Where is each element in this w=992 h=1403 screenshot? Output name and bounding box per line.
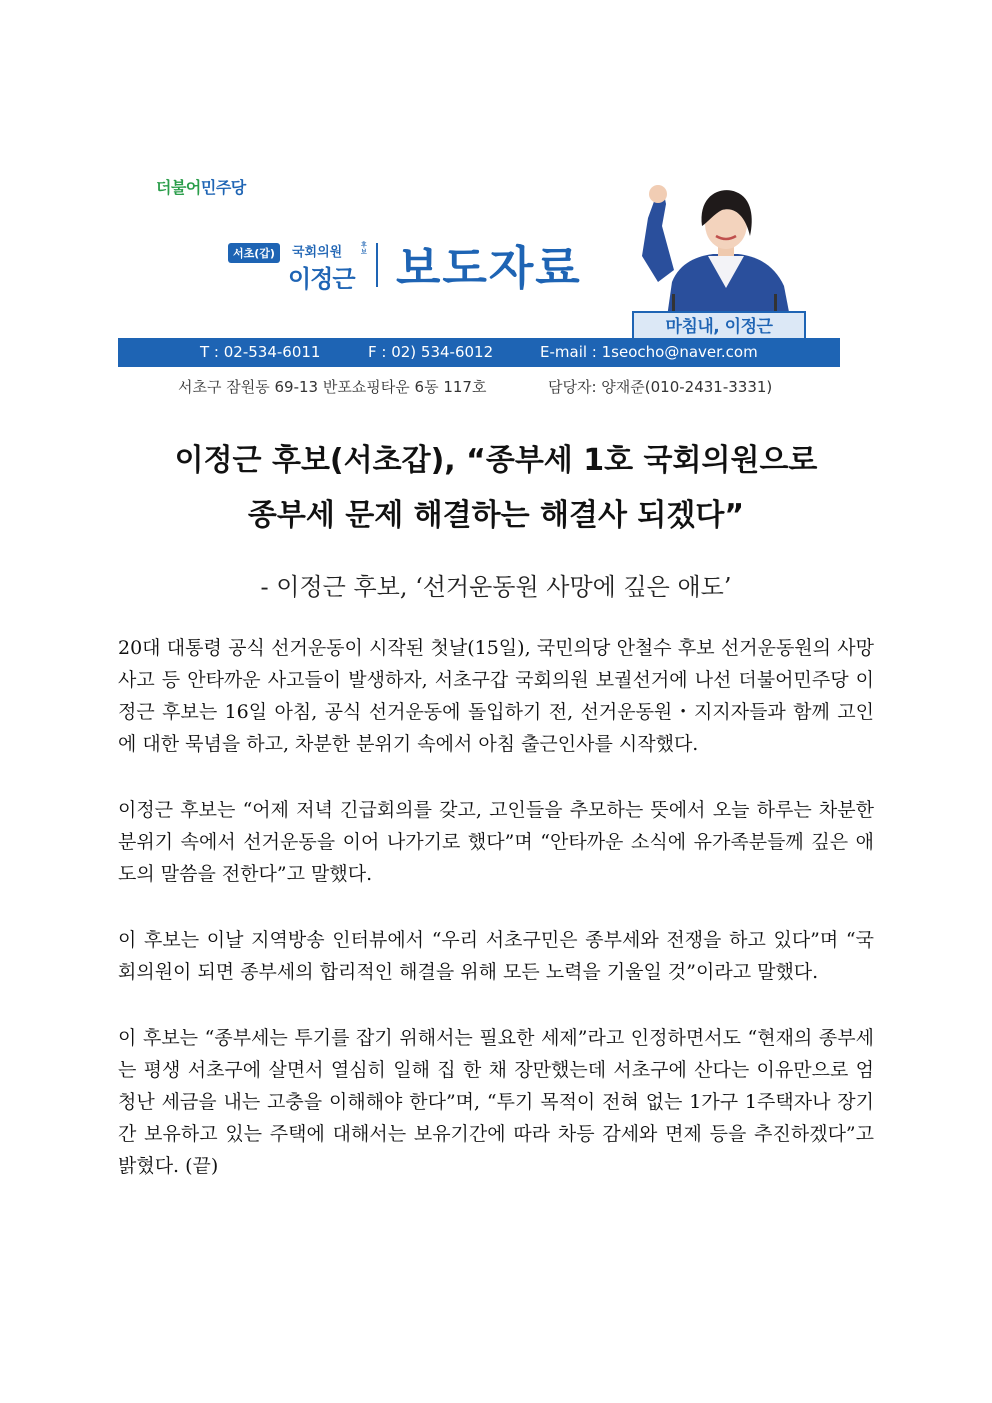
paragraph-2: 이정근 후보는 “어제 저녁 긴급회의를 갖고, 고인들을 추모하는 뜻에서 오늘 하루는 차분한 분위기 속에서 선거운동을 이어 나가기로 했다”며 “안타까운 소식에 유가족분들께 깊은 애도의 말씀을 전한다”고 말했다. (118, 799, 874, 885)
contact-bar (118, 338, 840, 367)
office-address: 서초구 잠원동 69-13 반포쇼핑타운 6동 117호 (178, 378, 487, 396)
headline (0, 433, 992, 543)
slogan-box: 마침내, 이정근 (632, 311, 806, 343)
phone-number: T : 02-534-6011 (200, 343, 321, 361)
email-address: E-mail : 1seocho@naver.com (540, 343, 758, 361)
candidate-name: 이정근 (288, 265, 355, 293)
district-badge: 서초(갑) (228, 243, 280, 263)
office-label: 국회의원 (292, 245, 343, 260)
party-logo (156, 175, 246, 198)
subheadline: - 이정근 후보, ‘선거운동원 사망에 깊은 애도’ (260, 573, 732, 601)
party-name-part1: 더불어 (156, 178, 201, 197)
office-sub-label: 후보 (361, 242, 367, 256)
headline-line-1: 이정근 후보(서초갑), “종부세 1호 국회의원으로 (174, 443, 818, 478)
press-release-title: 보도자료 (396, 241, 582, 295)
fax-number: F : 02) 534-6012 (368, 343, 494, 361)
paragraph-1: 20대 대통령 공식 선거운동이 시작된 첫날(15일), 국민의당 안철수 후보 선거운동원의 사망사고 등 안타까운 사고들이 발생하자, 서초구갑 국회의원 보궐선거에 나선 더불어민주당 이정근 후보는 16일 아침, 공식 선거운동에 돌입하기 전, 선거운동원・지지자들과 함께 고인에 대한 묵념을 하고, 차분한 분위기 속에서 아침 출근인사를 시작했다. (118, 637, 874, 755)
party-name-part2: 민주당 (200, 178, 246, 197)
header-divider (376, 243, 378, 287)
contact-person: 담당자: 양재준(010-2431-3331) (548, 378, 773, 396)
paragraph-4: 이 후보는 “종부세는 투기를 잡기 위해서는 필요한 세제”라고 인정하면서도 “현재의 종부세는 평생 서초구에 살면서 열심히 일해 집 한 채 장만했는데 서초구에 산다는 이유만으로 엄청난 세금을 내는 고충을 이해해야 한다”며, “투기 목적이 전혀 없는 1가구 1주택자나 장기간 보유하고 있는 주택에 대해서는 보유기간에 따라 차등 감세와 면제 등을 추진하겠다”고 밝혔다. (끝) (118, 1027, 874, 1177)
headline-line-2: 종부세 문제 해결하는 해결사 되겠다” (247, 498, 745, 533)
paragraph-3: 이 후보는 이날 지역방송 인터뷰에서 “우리 서초구민은 종부세와 전쟁을 하고 있다”며 “국회의원이 되면 종부세의 합리적인 해결을 위해 모든 노력을 기울일 것”이라고 말했다. (118, 929, 874, 983)
article-body (118, 632, 874, 1216)
